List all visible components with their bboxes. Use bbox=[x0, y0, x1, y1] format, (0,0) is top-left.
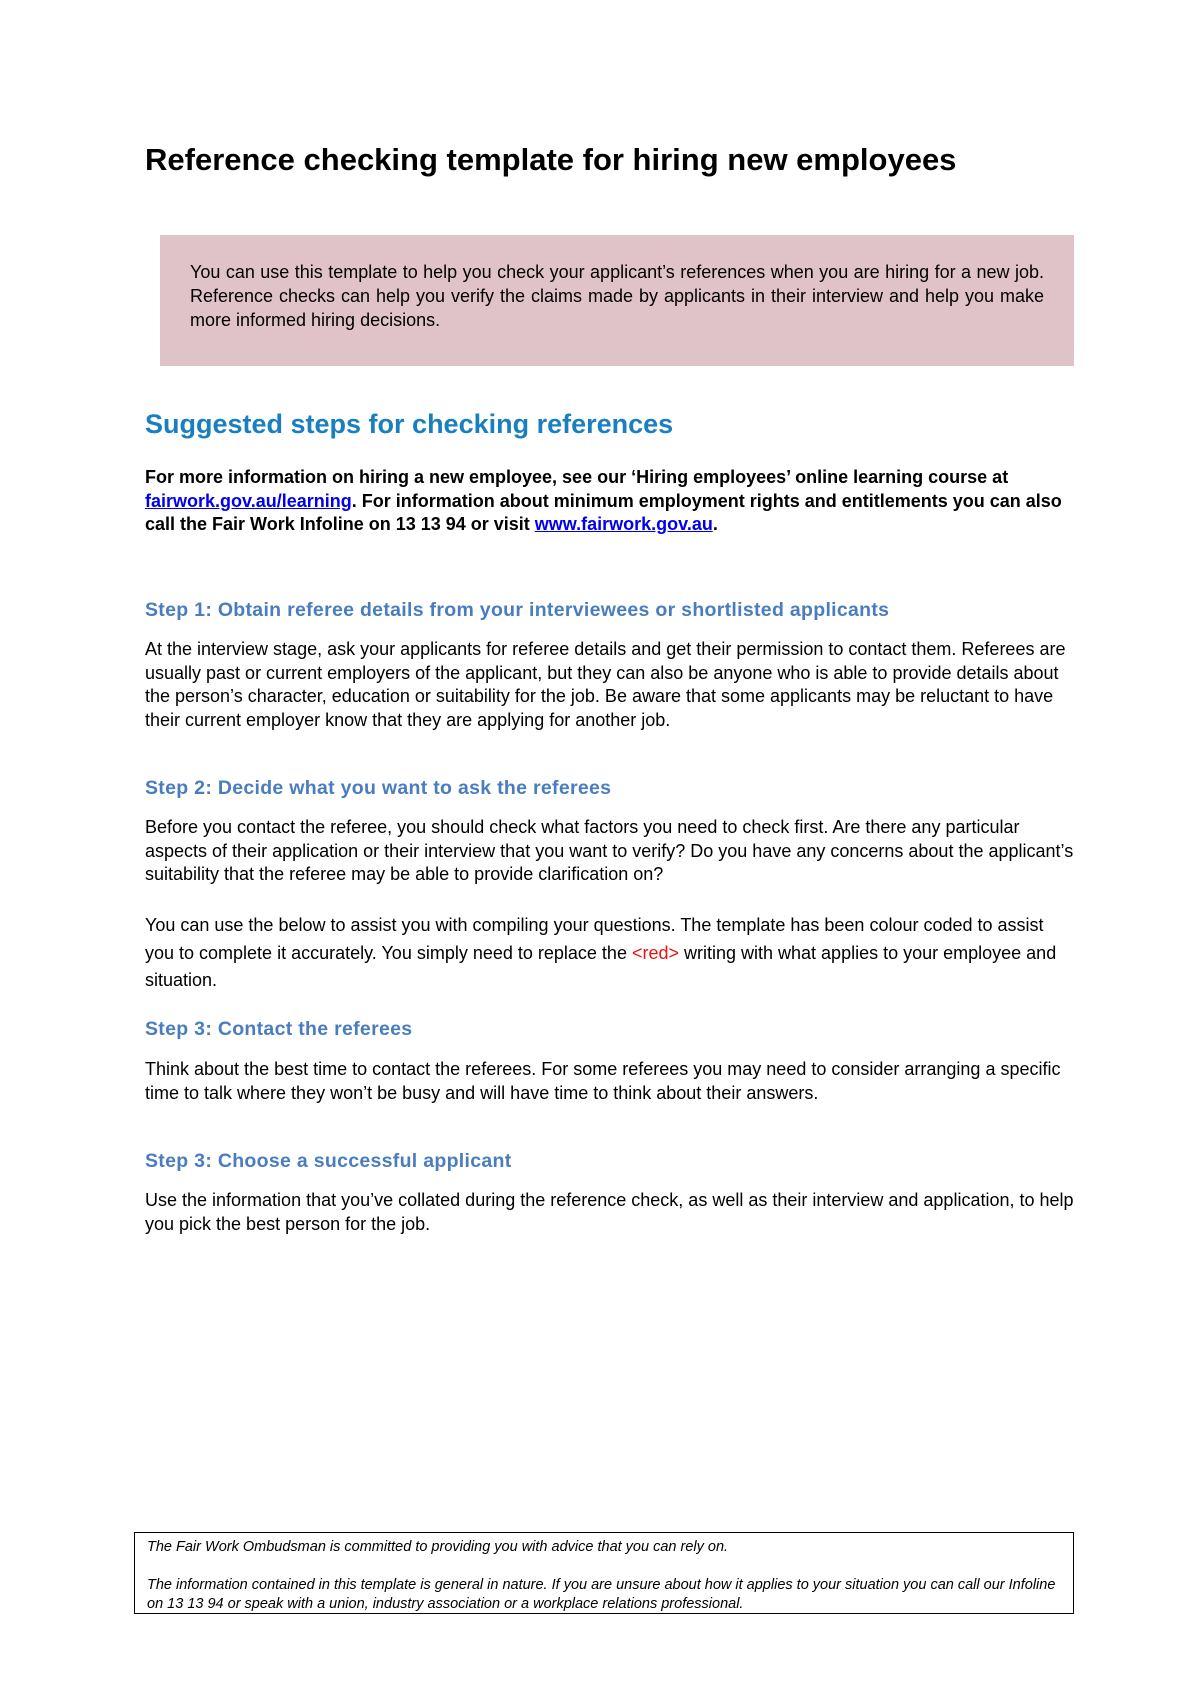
info-text-3: . bbox=[712, 514, 718, 534]
step-3-text: Think about the best time to contact the referees. For some referees you may need to consider arranging a specific time to talk where they won’t be busy and will have time to think about their answers. bbox=[145, 1059, 1061, 1103]
step-2-text: Before you contact the referee, you should check what factors you need to check first. Are there any particular aspects of their application or their interview that you want to verify? Do you have any concerns about the applicant’s suitability that the referee may be able to provide clarification on? bbox=[145, 817, 1074, 884]
disclaimer-line-1: The Fair Work Ombudsman is committed to providing you with advice that you can rely on. bbox=[147, 1539, 729, 1555]
step-4-heading: Step 3: Choose a successful applicant bbox=[145, 1150, 512, 1172]
step-2-text-2b: writing with what applies to your employee and situation. bbox=[145, 942, 1057, 990]
learning-link[interactable]: fairwork.gov.au/learning bbox=[145, 490, 352, 511]
fairwork-link[interactable]: www.fairwork.gov.au bbox=[534, 514, 713, 534]
step-2-text-2a: You can use the below to assist you with compiling your questions. The template has been colour coded to assist you to complete it accurately. You simply need to replace the bbox=[145, 915, 1044, 963]
step-3-heading: Step 3: Contact the referees bbox=[145, 1018, 413, 1040]
info-text-2: . For information about minimum employment rights and entitlements you can also call the Fair Work Infoline on 13 13 94 or visit bbox=[145, 490, 1062, 534]
step-1-heading: Step 1: Obtain referee details from your interviewees or shortlisted applicants bbox=[145, 599, 890, 621]
step-2-heading: Step 2: Decide what you want to ask the referees bbox=[145, 777, 612, 799]
step-2-text-2 bbox=[145, 912, 1075, 995]
disclaimer-box bbox=[134, 1532, 1074, 1614]
red-placeholder-sample: <red> bbox=[631, 942, 679, 963]
step-4-text: Use the information that you’ve collated during the reference check, as well as their interview and application, to help you pick the best person for the job. bbox=[145, 1190, 1074, 1234]
step-1-text: At the interview stage, ask your applicants for referee details and get their permission to contact them. Referees are usually past or current employers of the applicant, but they can also be anyone who is able to provide details about the person’s character, education or suitability for the job. Be aware that some applicants may be reluctant to have their current employer know that they are applying for another job. bbox=[145, 639, 1066, 730]
intro-callout bbox=[160, 235, 1074, 366]
info-text-1: For more information on hiring a new employee, see our ‘Hiring employees’ online learning course at bbox=[145, 467, 1009, 487]
section-heading: Suggested steps for checking references bbox=[145, 409, 674, 439]
info-paragraph bbox=[145, 466, 1075, 537]
intro-text: You can use this template to help you check your applicant’s references when you are hiring for a new job. Reference checks can help you verify the claims made by applicants in their interview and help you make more informed hiring decisions. bbox=[190, 262, 1044, 330]
disclaimer-line-2: The information contained in this template is general in nature. If you are unsure about how it applies to your situation you can call our Infoline on 13 13 94 or speak with a union, industry association or a workplace relations professional. bbox=[147, 1577, 1056, 1612]
document-title: Reference checking template for hiring new employees bbox=[145, 142, 957, 177]
